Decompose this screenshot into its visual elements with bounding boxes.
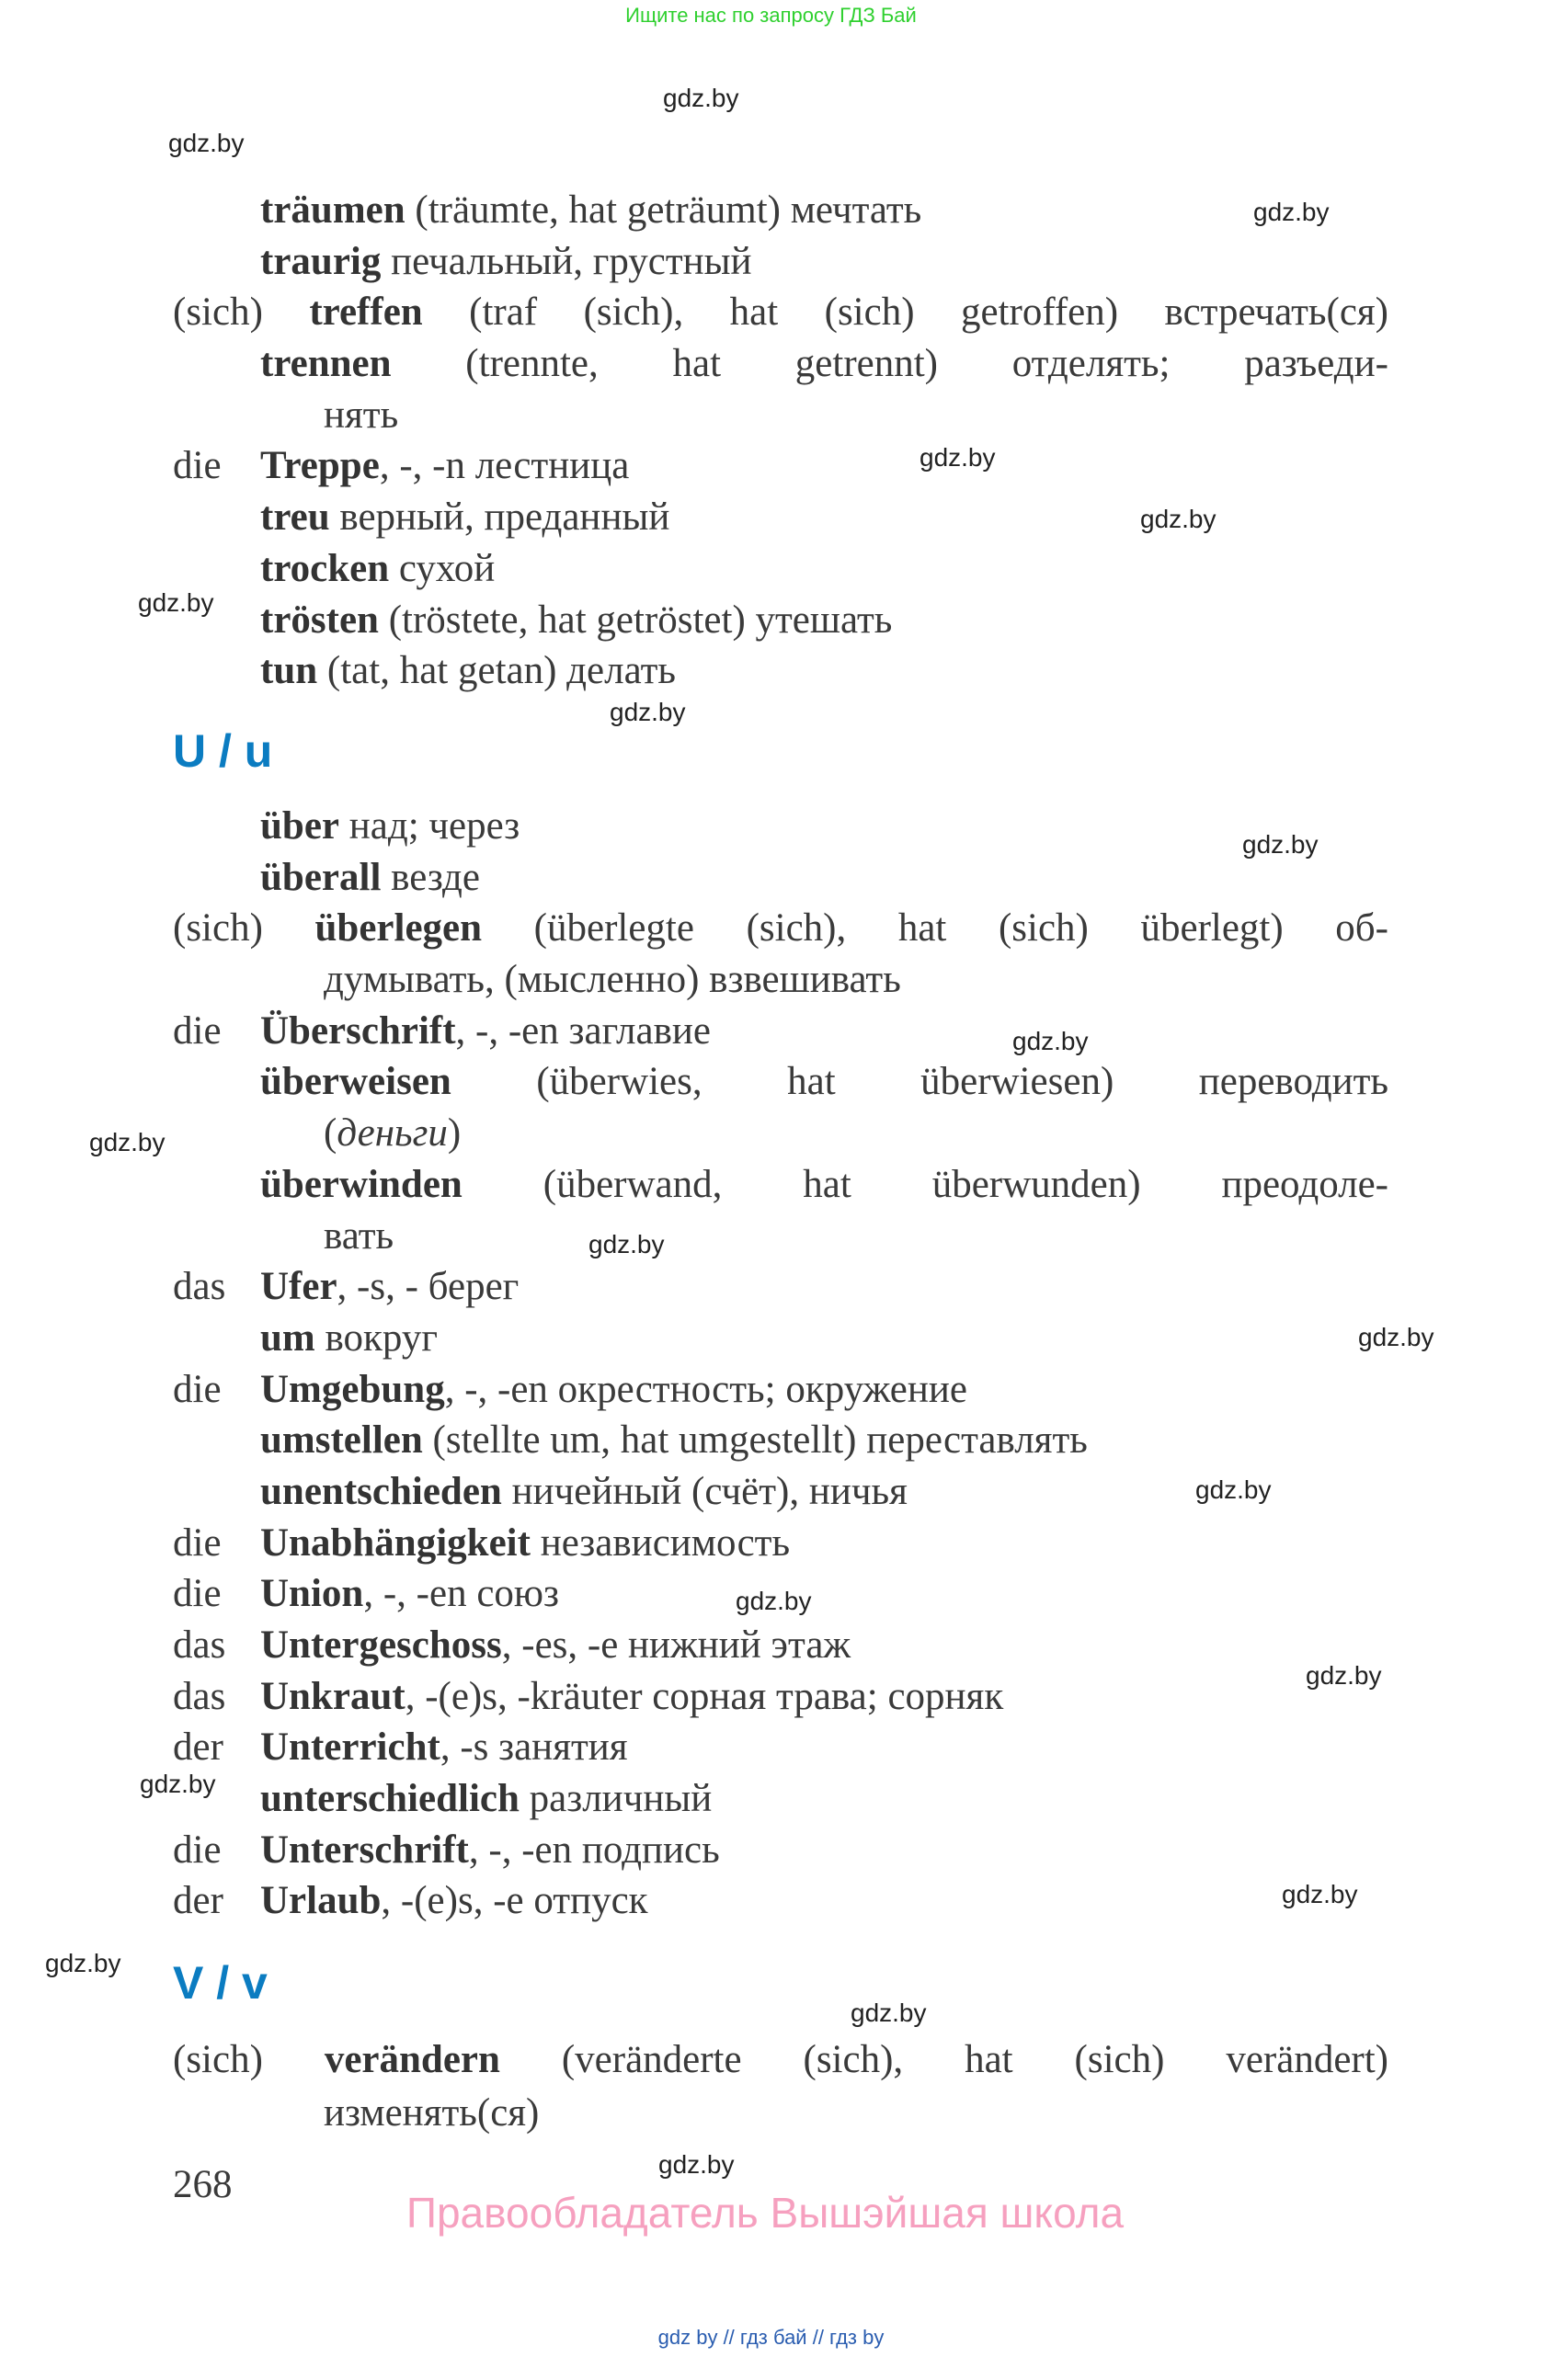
headword: Union xyxy=(260,1572,364,1616)
headword: treu xyxy=(260,495,330,540)
article: die xyxy=(173,1520,222,1565)
entry xyxy=(0,1159,1542,1211)
definition: , -, -en союз xyxy=(363,1572,560,1616)
entry xyxy=(0,1364,1542,1416)
watermark: gdz.by xyxy=(610,698,686,726)
article: (sich) xyxy=(173,290,263,335)
entry xyxy=(0,1825,1542,1876)
watermark: gdz.by xyxy=(168,129,245,157)
article: die xyxy=(173,1367,222,1411)
watermark: gdz.by xyxy=(1012,1027,1089,1055)
watermark: gdz.by xyxy=(1358,1323,1434,1351)
entry xyxy=(0,1006,1542,1057)
entry xyxy=(0,543,1542,595)
definition: , -s, - берег xyxy=(337,1265,520,1309)
entry xyxy=(0,1261,1542,1313)
entry xyxy=(0,1466,1542,1518)
definition: , -(e)s, -e отпуск xyxy=(381,1879,648,1923)
watermark: gdz.by xyxy=(89,1128,166,1156)
definition: везде xyxy=(381,855,480,899)
watermark: gdz.by xyxy=(663,84,739,112)
entry xyxy=(0,338,1542,390)
headword: Unterschrift xyxy=(260,1828,469,1872)
article: das xyxy=(173,1674,226,1718)
section-t xyxy=(0,185,1542,697)
watermark: gdz.by xyxy=(919,443,996,472)
watermark: gdz.by xyxy=(1253,198,1330,226)
definition: (überwand, hat überwunden) преодоле- xyxy=(462,1162,1388,1206)
copyright-notice: Правообладатель Вышэйшая школа xyxy=(405,2189,1125,2237)
definition: (tat, hat getan) делать xyxy=(317,649,676,693)
headword: tun xyxy=(260,649,318,693)
headword: überlegen xyxy=(314,906,483,951)
top-banner: Ищите нас по запросу ГДЗ Бай xyxy=(625,4,917,27)
headword: traurig xyxy=(260,239,382,283)
headword: unentschieden xyxy=(260,1469,502,1513)
headword: Überschrift xyxy=(260,1008,456,1053)
section-u xyxy=(0,801,1542,1927)
headword: überall xyxy=(260,855,382,899)
entry xyxy=(0,492,1542,543)
watermark: gdz.by xyxy=(1282,1880,1358,1908)
definition: вокруг xyxy=(314,1315,438,1360)
headword: Unabhängigkeit xyxy=(260,1520,531,1565)
watermark: gdz.by xyxy=(658,2150,735,2179)
headword: unterschiedlich xyxy=(260,1777,520,1821)
watermark: gdz.by xyxy=(588,1230,665,1258)
definition: (traf (sich), hat (sich) getroffen) встречать(ся) xyxy=(422,290,1388,335)
entry xyxy=(0,1056,1542,1108)
section-heading-u: U / u xyxy=(173,725,273,777)
footer-links: gdz by // гдз бай // гдз by xyxy=(657,2326,885,2349)
definition: различный xyxy=(519,1777,713,1821)
article: (sich) xyxy=(173,906,263,951)
entry xyxy=(0,1518,1542,1569)
headword: um xyxy=(260,1315,315,1360)
entry-continuation: изменять(ся) xyxy=(324,2090,540,2135)
entry-continuation: нять xyxy=(324,393,399,437)
entry xyxy=(0,1722,1542,1773)
headword: träumen xyxy=(260,188,405,232)
italic-note: деньги xyxy=(337,1111,448,1156)
watermark: gdz.by xyxy=(851,1999,927,2027)
definition: (stellte um, hat umgestellt) переставлять xyxy=(422,1418,1088,1463)
definition: верный, преданный xyxy=(329,495,670,540)
headword: Ufer xyxy=(260,1265,337,1309)
watermark: gdz.by xyxy=(1195,1475,1272,1504)
article: die xyxy=(173,444,222,488)
watermark: gdz.by xyxy=(140,1770,216,1798)
definition: , -(e)s, -kräuter сорная трава; сорняк xyxy=(405,1674,1004,1718)
headword: überweisen xyxy=(260,1060,451,1104)
definition: (trennte, hat getrennt) отделять; разъеди- xyxy=(391,342,1388,386)
entry xyxy=(0,236,1542,288)
headword: Umgebung xyxy=(260,1367,445,1411)
definition: (überlegte (sich), hat (sich) überlegt) об- xyxy=(482,906,1388,951)
headword: Unkraut xyxy=(260,1674,405,1718)
headword: trocken xyxy=(260,546,390,590)
entry xyxy=(0,645,1542,697)
entry xyxy=(0,1770,1542,1825)
article: die xyxy=(173,1572,222,1616)
headword: Urlaub xyxy=(260,1879,382,1923)
definition: , -es, -e нижний этаж xyxy=(501,1623,851,1667)
definition: сухой xyxy=(389,546,496,590)
definition: (überwies, hat überwiesen) переводить xyxy=(451,1060,1388,1104)
definition: (tröstete, hat getröstet) утешать xyxy=(378,598,893,642)
headword: trösten xyxy=(260,598,379,642)
definition: (veränderte (sich), hat (sich) verändert) xyxy=(499,2038,1388,2081)
entry xyxy=(0,852,1542,904)
entry xyxy=(0,440,1542,492)
definition: , -, -en окрестность; окружение xyxy=(444,1367,967,1411)
article: der xyxy=(173,1725,223,1770)
article: die xyxy=(173,1008,222,1053)
headword: trennen xyxy=(260,342,392,386)
definition: , -, -n лестница xyxy=(379,444,630,488)
headword: treffen xyxy=(309,290,423,335)
watermark: gdz.by xyxy=(138,588,214,617)
entry xyxy=(0,2034,1542,2086)
section-v xyxy=(0,2034,1542,2141)
definition: (träumte, hat geträumt) мечтать xyxy=(405,188,922,232)
article: (sich) xyxy=(173,2038,325,2081)
headword: umstellen xyxy=(260,1418,423,1463)
entry-continuation: думывать, (мысленно) взвешивать xyxy=(324,958,901,1002)
entry xyxy=(0,287,1542,338)
watermark: gdz.by xyxy=(1140,505,1216,533)
definition: независимость xyxy=(530,1520,791,1565)
entry xyxy=(0,903,1542,954)
headword: verändern xyxy=(324,2038,500,2081)
article: das xyxy=(173,1265,226,1309)
page-number: 268 xyxy=(173,2163,233,2206)
watermark: gdz.by xyxy=(1306,1661,1382,1690)
definition: печальный, грустный xyxy=(381,239,752,283)
article: der xyxy=(173,1879,223,1923)
definition: , -, -en заглавие xyxy=(455,1008,711,1053)
entry-continuation: вать xyxy=(324,1213,394,1258)
watermark: gdz.by xyxy=(45,1949,121,1977)
headword: Untergeschoss xyxy=(260,1623,502,1667)
definition: , -s занятия xyxy=(440,1725,628,1770)
section-heading-v: V / v xyxy=(173,1957,268,2009)
definition: ничейный (счёт), ничья xyxy=(501,1469,908,1513)
entry-continuation: (деньги) xyxy=(324,1111,462,1156)
entry xyxy=(0,1415,1542,1466)
headword: Unterricht xyxy=(260,1725,440,1770)
definition: , -, -en подпись xyxy=(468,1828,720,1872)
entry xyxy=(0,595,1542,646)
headword: Treppe xyxy=(260,444,380,488)
entry xyxy=(0,1313,1542,1364)
article: die xyxy=(173,1828,222,1872)
watermark: gdz.by xyxy=(736,1587,812,1615)
article: das xyxy=(173,1623,226,1667)
watermark: gdz.by xyxy=(1242,830,1319,859)
headword: über xyxy=(260,804,339,848)
definition: над; через xyxy=(339,804,520,848)
headword: überwinden xyxy=(260,1162,463,1206)
